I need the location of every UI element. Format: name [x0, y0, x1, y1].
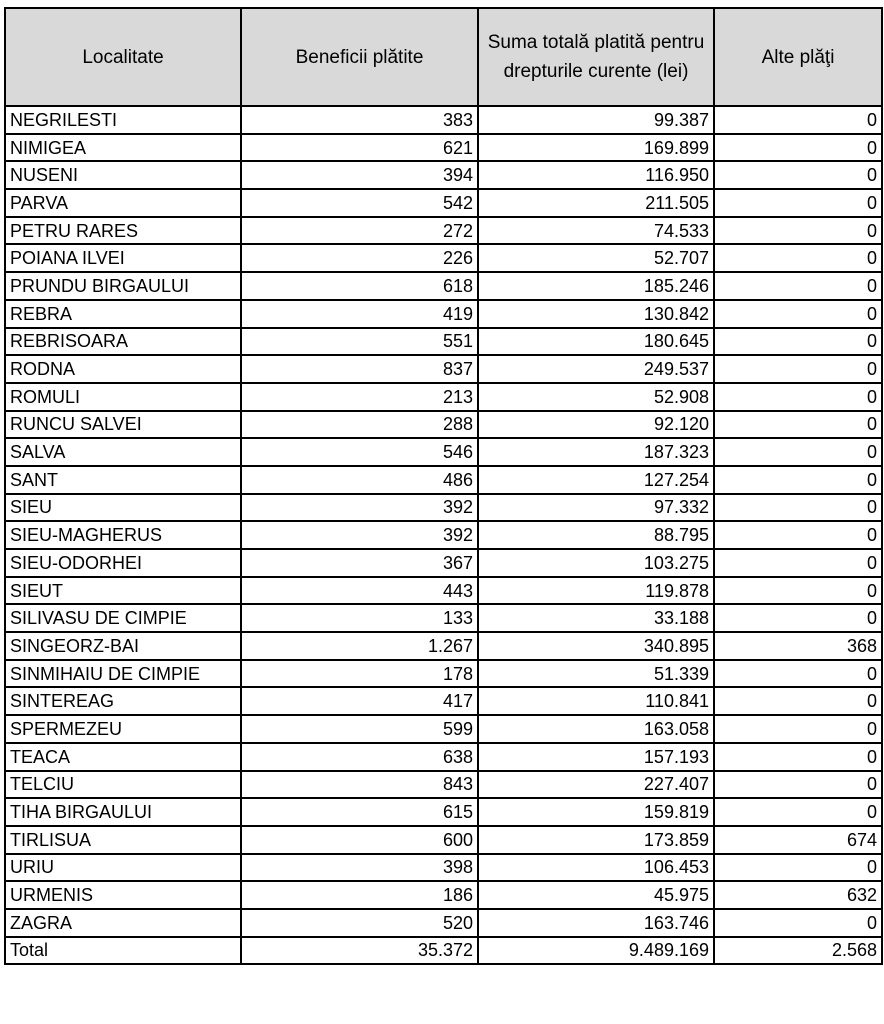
- cell-localitate: PETRU RARES: [5, 217, 241, 245]
- cell-suma-totala: 227.407: [478, 771, 714, 799]
- cell-beneficii-platite: 383: [241, 106, 478, 134]
- table-row: [5, 826, 882, 854]
- cell-beneficii-platite: 133: [241, 604, 478, 632]
- table-body: [5, 106, 882, 964]
- table-row: [5, 909, 882, 937]
- cell-beneficii-platite: 178: [241, 660, 478, 688]
- cell-alte-plati: 368: [714, 632, 882, 660]
- table-row: [5, 217, 882, 245]
- cell-alte-plati: 0: [714, 161, 882, 189]
- cell-localitate: SINTEREAG: [5, 687, 241, 715]
- cell-beneficii-platite: 546: [241, 438, 478, 466]
- cell-suma-totala: 187.323: [478, 438, 714, 466]
- table-row: [5, 549, 882, 577]
- table-row: [5, 632, 882, 660]
- cell-suma-totala: 185.246: [478, 272, 714, 300]
- cell-beneficii-platite: 398: [241, 854, 478, 882]
- cell-alte-plati: 674: [714, 826, 882, 854]
- header-suma-totala: Suma totală platită pentru drepturile curente (lei): [478, 8, 714, 106]
- cell-beneficii-platite: 486: [241, 466, 478, 494]
- cell-alte-plati: 0: [714, 328, 882, 356]
- cell-localitate: SALVA: [5, 438, 241, 466]
- cell-beneficii-platite: 419: [241, 300, 478, 328]
- cell-alte-plati: 0: [714, 438, 882, 466]
- cell-beneficii-platite: 213: [241, 383, 478, 411]
- table-row: [5, 743, 882, 771]
- cell-localitate: SIEUT: [5, 577, 241, 605]
- cell-alte-plati: 0: [714, 355, 882, 383]
- table-row: [5, 106, 882, 134]
- cell-beneficii-platite: 226: [241, 244, 478, 272]
- cell-beneficii-platite: 837: [241, 355, 478, 383]
- cell-beneficii-platite: 392: [241, 494, 478, 522]
- cell-alte-plati: 0: [714, 521, 882, 549]
- cell-localitate: TIHA BIRGAULUI: [5, 798, 241, 826]
- table-row: [5, 798, 882, 826]
- cell-alte-plati: 0: [714, 494, 882, 522]
- cell-localitate: SIEU-MAGHERUS: [5, 521, 241, 549]
- cell-localitate: RUNCU SALVEI: [5, 411, 241, 439]
- header-alte-plati: Alte plăţi: [714, 8, 882, 106]
- cell-localitate: NEGRILESTI: [5, 106, 241, 134]
- cell-suma-totala: 110.841: [478, 687, 714, 715]
- table-row: [5, 881, 882, 909]
- table-row: [5, 715, 882, 743]
- cell-alte-plati: 0: [714, 743, 882, 771]
- cell-beneficii-platite: 35.372: [241, 937, 478, 965]
- cell-alte-plati: 0: [714, 272, 882, 300]
- cell-beneficii-platite: 392: [241, 521, 478, 549]
- cell-beneficii-platite: 843: [241, 771, 478, 799]
- table-row: [5, 466, 882, 494]
- cell-suma-totala: 45.975: [478, 881, 714, 909]
- cell-localitate: PARVA: [5, 189, 241, 217]
- cell-suma-totala: 211.505: [478, 189, 714, 217]
- cell-beneficii-platite: 638: [241, 743, 478, 771]
- table-row: [5, 521, 882, 549]
- cell-suma-totala: 249.537: [478, 355, 714, 383]
- cell-localitate: POIANA ILVEI: [5, 244, 241, 272]
- cell-localitate: PRUNDU BIRGAULUI: [5, 272, 241, 300]
- cell-suma-totala: 9.489.169: [478, 937, 714, 965]
- cell-beneficii-platite: 621: [241, 134, 478, 162]
- cell-localitate: SILIVASU DE CIMPIE: [5, 604, 241, 632]
- table-row: [5, 161, 882, 189]
- cell-suma-totala: 163.058: [478, 715, 714, 743]
- table-row: [5, 355, 882, 383]
- table-row: [5, 771, 882, 799]
- cell-suma-totala: 33.188: [478, 604, 714, 632]
- cell-localitate: TEACA: [5, 743, 241, 771]
- cell-alte-plati: 0: [714, 660, 882, 688]
- cell-alte-plati: 0: [714, 549, 882, 577]
- cell-suma-totala: 173.859: [478, 826, 714, 854]
- cell-beneficii-platite: 443: [241, 577, 478, 605]
- cell-suma-totala: 163.746: [478, 909, 714, 937]
- cell-suma-totala: 97.332: [478, 494, 714, 522]
- table-row: [5, 494, 882, 522]
- cell-beneficii-platite: 600: [241, 826, 478, 854]
- cell-localitate: REBRISOARA: [5, 328, 241, 356]
- cell-alte-plati: 0: [714, 134, 882, 162]
- cell-alte-plati: 2.568: [714, 937, 882, 965]
- cell-localitate: SIEU: [5, 494, 241, 522]
- cell-suma-totala: 127.254: [478, 466, 714, 494]
- cell-beneficii-platite: 542: [241, 189, 478, 217]
- cell-localitate: SINGEORZ-BAI: [5, 632, 241, 660]
- cell-suma-totala: 180.645: [478, 328, 714, 356]
- cell-alte-plati: 0: [714, 798, 882, 826]
- cell-localitate: URMENIS: [5, 881, 241, 909]
- table-row: [5, 272, 882, 300]
- cell-alte-plati: 0: [714, 604, 882, 632]
- cell-beneficii-platite: 551: [241, 328, 478, 356]
- table-row: [5, 300, 882, 328]
- cell-beneficii-platite: 367: [241, 549, 478, 577]
- cell-localitate: URIU: [5, 854, 241, 882]
- table-row: [5, 604, 882, 632]
- table-row: [5, 660, 882, 688]
- cell-alte-plati: 0: [714, 189, 882, 217]
- cell-alte-plati: 0: [714, 244, 882, 272]
- cell-alte-plati: 0: [714, 854, 882, 882]
- cell-alte-plati: 0: [714, 106, 882, 134]
- cell-suma-totala: 169.899: [478, 134, 714, 162]
- cell-suma-totala: 119.878: [478, 577, 714, 605]
- cell-alte-plati: 632: [714, 881, 882, 909]
- cell-beneficii-platite: 618: [241, 272, 478, 300]
- table-header-row: [5, 8, 882, 106]
- total-row: [5, 937, 882, 965]
- table-row: [5, 134, 882, 162]
- cell-suma-totala: 130.842: [478, 300, 714, 328]
- cell-beneficii-platite: 272: [241, 217, 478, 245]
- cell-alte-plati: 0: [714, 909, 882, 937]
- cell-beneficii-platite: 615: [241, 798, 478, 826]
- table-row: [5, 328, 882, 356]
- cell-suma-totala: 52.908: [478, 383, 714, 411]
- cell-localitate: TIRLISUA: [5, 826, 241, 854]
- cell-localitate: Total: [5, 937, 241, 965]
- cell-suma-totala: 99.387: [478, 106, 714, 134]
- cell-suma-totala: 88.795: [478, 521, 714, 549]
- cell-beneficii-platite: 1.267: [241, 632, 478, 660]
- cell-suma-totala: 51.339: [478, 660, 714, 688]
- table-row: [5, 189, 882, 217]
- table-row: [5, 854, 882, 882]
- payments-table: [4, 7, 883, 965]
- cell-suma-totala: 157.193: [478, 743, 714, 771]
- cell-beneficii-platite: 288: [241, 411, 478, 439]
- cell-localitate: REBRA: [5, 300, 241, 328]
- cell-beneficii-platite: 394: [241, 161, 478, 189]
- cell-alte-plati: 0: [714, 771, 882, 799]
- cell-localitate: SPERMEZEU: [5, 715, 241, 743]
- cell-alte-plati: 0: [714, 577, 882, 605]
- cell-localitate: TELCIU: [5, 771, 241, 799]
- table-row: [5, 687, 882, 715]
- cell-beneficii-platite: 599: [241, 715, 478, 743]
- cell-suma-totala: 159.819: [478, 798, 714, 826]
- cell-beneficii-platite: 186: [241, 881, 478, 909]
- cell-suma-totala: 52.707: [478, 244, 714, 272]
- cell-suma-totala: 92.120: [478, 411, 714, 439]
- table-row: [5, 244, 882, 272]
- cell-localitate: NUSENI: [5, 161, 241, 189]
- cell-alte-plati: 0: [714, 300, 882, 328]
- cell-suma-totala: 103.275: [478, 549, 714, 577]
- table-row: [5, 438, 882, 466]
- cell-localitate: SANT: [5, 466, 241, 494]
- cell-suma-totala: 340.895: [478, 632, 714, 660]
- cell-alte-plati: 0: [714, 383, 882, 411]
- cell-beneficii-platite: 520: [241, 909, 478, 937]
- table-row: [5, 577, 882, 605]
- table-row: [5, 411, 882, 439]
- cell-localitate: RODNA: [5, 355, 241, 383]
- cell-alte-plati: 0: [714, 217, 882, 245]
- cell-alte-plati: 0: [714, 466, 882, 494]
- cell-suma-totala: 74.533: [478, 217, 714, 245]
- cell-suma-totala: 116.950: [478, 161, 714, 189]
- cell-localitate: NIMIGEA: [5, 134, 241, 162]
- cell-alte-plati: 0: [714, 411, 882, 439]
- cell-localitate: SINMIHAIU DE CIMPIE: [5, 660, 241, 688]
- cell-localitate: ROMULI: [5, 383, 241, 411]
- cell-alte-plati: 0: [714, 687, 882, 715]
- header-beneficii-platite: Beneficii plătite: [241, 8, 478, 106]
- cell-suma-totala: 106.453: [478, 854, 714, 882]
- header-localitate: Localitate: [5, 8, 241, 106]
- cell-localitate: ZAGRA: [5, 909, 241, 937]
- cell-alte-plati: 0: [714, 715, 882, 743]
- cell-localitate: SIEU-ODORHEI: [5, 549, 241, 577]
- table-row: [5, 383, 882, 411]
- cell-beneficii-platite: 417: [241, 687, 478, 715]
